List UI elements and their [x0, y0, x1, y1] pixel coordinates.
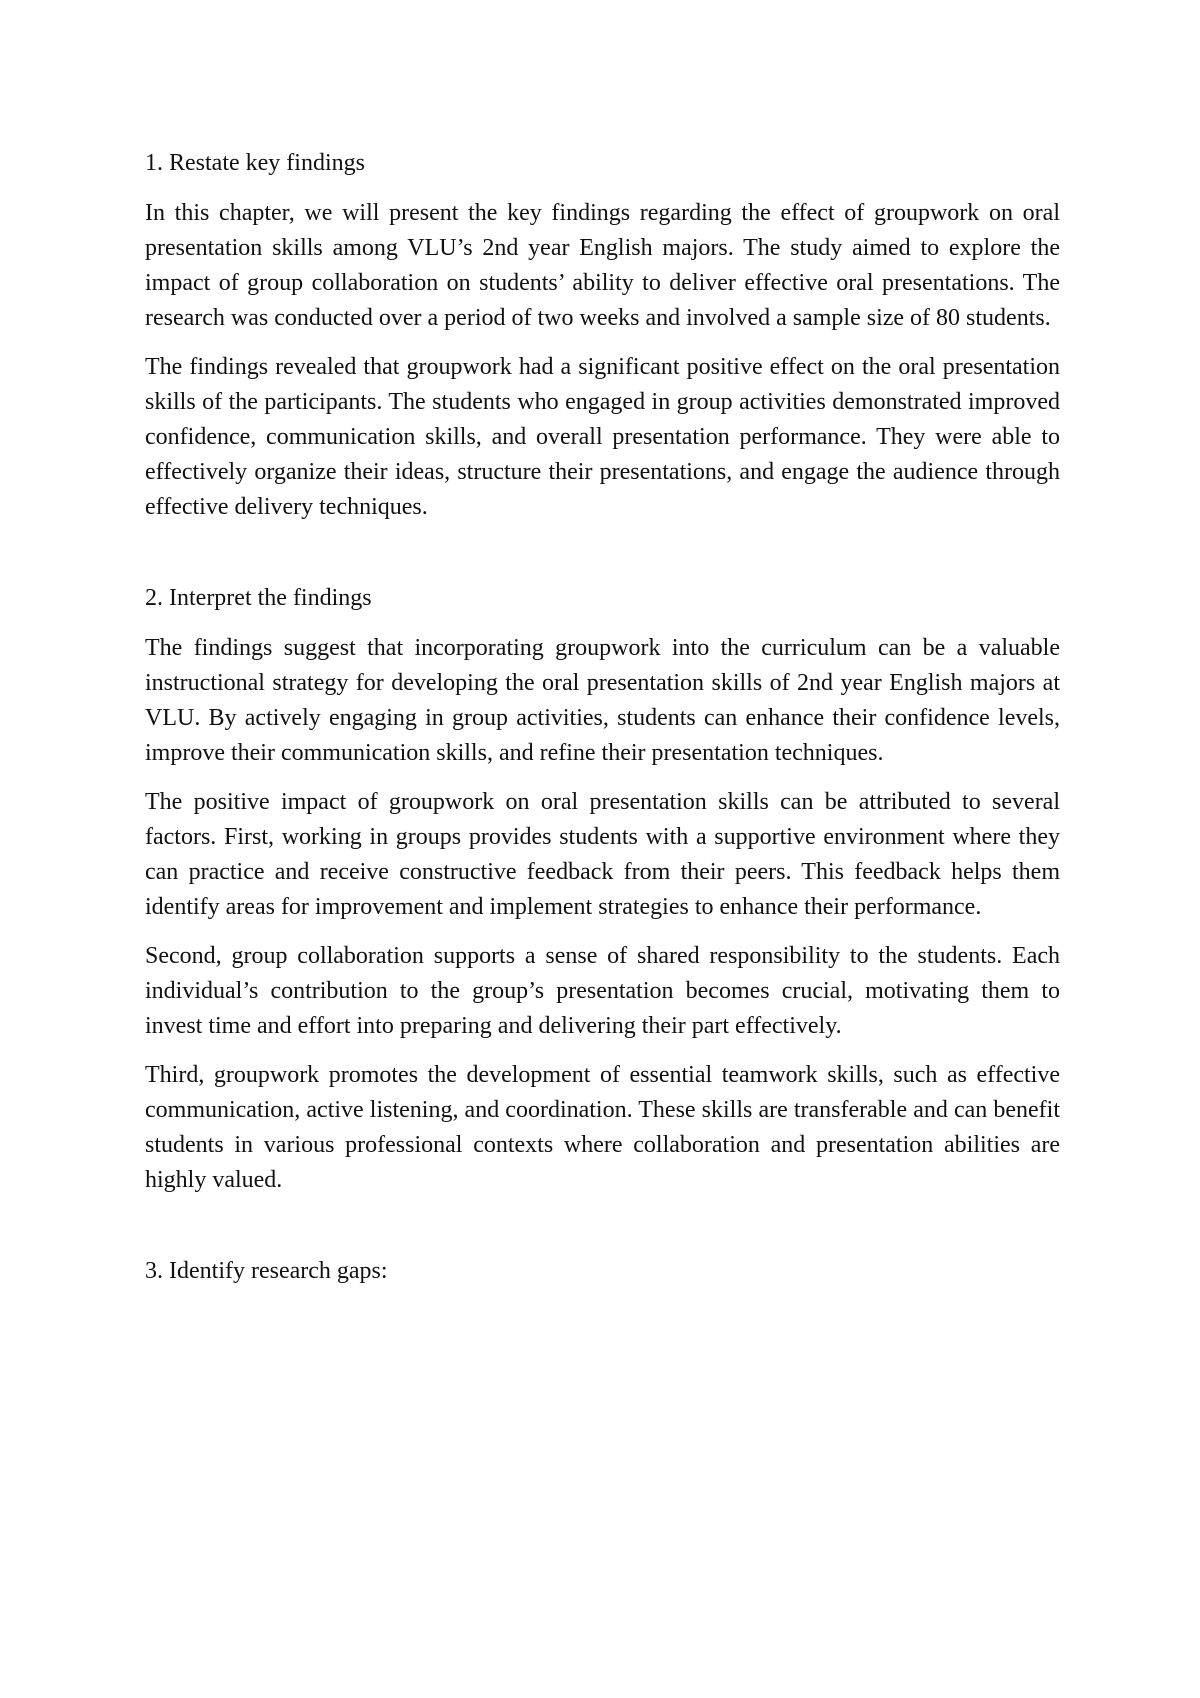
- document-body: [145, 146, 1060, 1304]
- section-heading: 2. Interpret the findings: [145, 585, 372, 611]
- body-paragraph: In this chapter, we will present the key findings regarding the effect of groupwork on oral presentation skills among VLU’s 2nd year English majors. The study aimed to explore the impact of group collaboration on students’ ability to deliver effective oral presentations. The research was conducted over a period of two weeks and involved a sample size of 80 students.: [145, 200, 1060, 331]
- body-paragraph: Second, group collaboration supports a sense of shared responsibility to the students. Each individual’s contribution to the group’s presentation becomes crucial, motivating them to invest time and effort into preparing and delivering their part effectively.: [145, 943, 1060, 1039]
- body-paragraph: The findings suggest that incorporating groupwork into the curriculum can be a valuable instructional strategy for developing the oral presentation skills of 2nd year English majors at VLU. By actively engaging in group activities, students can enhance their confidence levels, improve their communication skills, and refine their presentation techniques.: [145, 635, 1060, 766]
- section-restate-findings: [145, 146, 1060, 525]
- body-paragraph: The findings revealed that groupwork had a significant positive effect on the oral presentation skills of the participants. The students who engaged in group activities demonstrated improved confidence, communication skills, and overall presentation performance. They were able to effectively organize their ideas, structure their presentations, and engage the audience through effective delivery techniques.: [145, 354, 1060, 520]
- body-paragraph: Third, groupwork promotes the development of essential teamwork skills, such as effective communication, active listening, and coordination. These skills are transferable and can benefit students in various professional contexts where collaboration and presentation abilities are highly valued.: [145, 1062, 1060, 1193]
- section-spacer: [145, 539, 1060, 581]
- section-heading: 3. Identify research gaps:: [145, 1258, 388, 1284]
- section-interpret-findings: [145, 581, 1060, 1198]
- section-heading: 1. Restate key findings: [145, 150, 365, 176]
- body-paragraph: The positive impact of groupwork on oral presentation skills can be attributed to several factors. First, working in groups provides students with a supportive environment where they can practice and receive constructive feedback from their peers. This feedback helps them identify areas for improvement and implement strategies to enhance their performance.: [145, 789, 1060, 920]
- section-spacer: [145, 1212, 1060, 1254]
- section-research-gaps: [145, 1254, 1060, 1289]
